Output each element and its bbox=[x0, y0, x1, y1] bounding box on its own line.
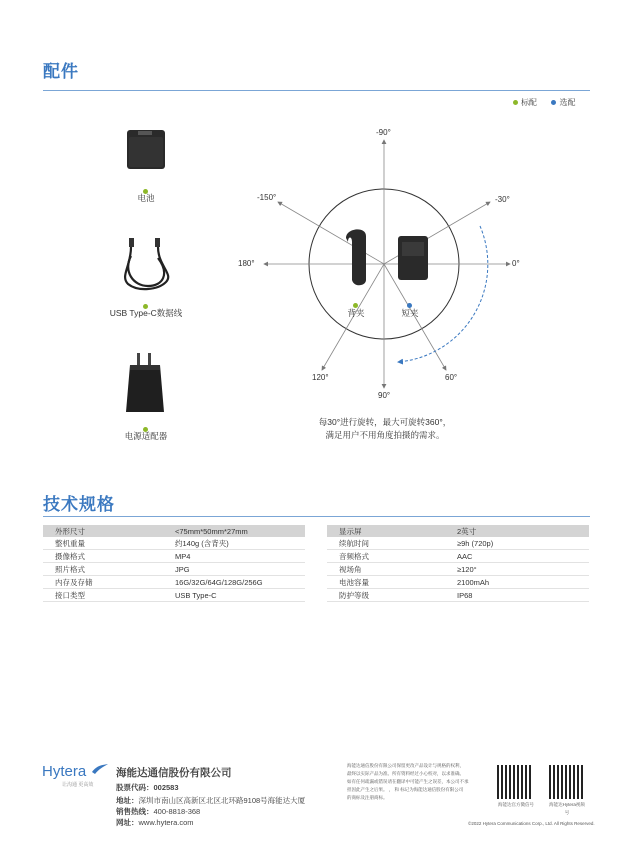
optional-dot bbox=[551, 100, 556, 105]
website bbox=[116, 817, 194, 828]
rotation-note-line-1: 每30°进行旋转，最大可旋转360°， bbox=[318, 417, 452, 427]
legend-standard: 标配 bbox=[521, 98, 537, 107]
table-row bbox=[327, 550, 589, 563]
spec-key: 显示屏 bbox=[327, 525, 457, 537]
address bbox=[116, 795, 305, 806]
angle-180: 180° bbox=[238, 259, 255, 268]
address-value: 深圳市南山区高新区北区北环路9108号海能达大厦 bbox=[138, 796, 306, 805]
legal-line: 如有任何疏漏或错误请在翻译中可能产生之误差，本公司不承 bbox=[347, 779, 469, 784]
spec-value: 约140g (含背夹) bbox=[175, 537, 305, 550]
web-label: 网址： bbox=[116, 818, 139, 827]
spec-key: 内存及存储 bbox=[43, 576, 175, 589]
legal-notice bbox=[347, 762, 487, 802]
spec-value: USB Type-C bbox=[175, 589, 305, 602]
spec-key: 摄像格式 bbox=[43, 550, 175, 563]
table-row bbox=[43, 550, 305, 563]
spec-key: 防护等级 bbox=[327, 589, 457, 602]
usb-cable-label: USB Type-C数据线 bbox=[109, 308, 183, 318]
table-row bbox=[327, 525, 589, 537]
spec-value: 2100mAh bbox=[457, 576, 589, 589]
spec-table-right bbox=[327, 525, 589, 602]
back-clip-label: 背夹 bbox=[347, 308, 365, 318]
legend bbox=[513, 97, 575, 108]
angle-90: 90° bbox=[378, 391, 391, 400]
brand-name: Hytera bbox=[42, 763, 87, 780]
legal-line: 的商标及注册商标。 bbox=[347, 795, 388, 800]
wechat-qr-code bbox=[497, 765, 531, 799]
company-name: 海能达通信股份有限公司 bbox=[116, 767, 232, 779]
table-row bbox=[327, 537, 589, 550]
table-row bbox=[327, 589, 589, 602]
angle-minus-30: -30° bbox=[495, 195, 510, 204]
table-row bbox=[43, 589, 305, 602]
table-row bbox=[43, 525, 305, 537]
spec-key: 视场角 bbox=[327, 563, 457, 576]
spec-value: <75mm*50mm*27mm bbox=[175, 525, 305, 537]
angle-minus-90: -90° bbox=[376, 128, 391, 137]
rotation-note bbox=[290, 416, 480, 442]
spec-key: 接口类型 bbox=[43, 589, 175, 602]
table-row bbox=[43, 563, 305, 576]
angle-60: 60° bbox=[445, 373, 458, 382]
hotline-value: 400-8818-368 bbox=[153, 807, 201, 816]
table-row bbox=[43, 576, 305, 589]
hotline bbox=[116, 806, 200, 817]
stock-label: 股票代码： bbox=[116, 783, 154, 792]
spec-key: 照片格式 bbox=[43, 563, 175, 576]
address-label: 地址： bbox=[116, 796, 139, 805]
spec-value: ≥9h (720p) bbox=[457, 537, 589, 550]
brand-slogan: 让沟通 更高效 bbox=[62, 782, 94, 788]
table-row bbox=[327, 563, 589, 576]
spec-value: IP68 bbox=[457, 589, 589, 602]
accessories-rule bbox=[43, 90, 590, 91]
qr-label-1: 海能达官方微信号 bbox=[498, 802, 534, 807]
standard-dot bbox=[513, 100, 518, 105]
power-adapter-label: 电源适配器 bbox=[124, 431, 168, 441]
specs-title: 技术规格 bbox=[43, 495, 115, 514]
accessories-title: 配件 bbox=[43, 62, 79, 81]
legal-line: 海能达通信股份有限公司保留更改产品设计与规格的权利， bbox=[347, 763, 464, 768]
usb-cable-image bbox=[118, 236, 176, 291]
spec-key: 续航时间 bbox=[327, 537, 457, 550]
spec-value: AAC bbox=[457, 550, 589, 563]
rotation-note-line-2: 满足用户不用角度拍摄的需求。 bbox=[325, 430, 445, 440]
spec-value: MP4 bbox=[175, 550, 305, 563]
angle-120: 120° bbox=[312, 373, 329, 382]
angle-0: 0° bbox=[512, 259, 520, 268]
specs-rule bbox=[43, 516, 590, 517]
stock-code bbox=[116, 782, 179, 793]
legal-line: 担因此产生之后果。 ， 和 标记为海能达通信股份有限公司 bbox=[347, 787, 464, 792]
spec-value: 2英寸 bbox=[457, 525, 589, 537]
angle-minus-150: -150° bbox=[257, 193, 277, 202]
legal-line: 最终以实际产品为准。所有资料经过小心校对，以求准确。 bbox=[347, 771, 464, 776]
copyright: ©2022 Hytera Communications Corp., Ltd. All Rights Reserved. bbox=[468, 821, 595, 826]
spec-value: ≥120° bbox=[457, 563, 589, 576]
table-row bbox=[327, 576, 589, 589]
spec-key: 整机重量 bbox=[43, 537, 175, 550]
spec-table-left bbox=[43, 525, 305, 602]
spec-key: 音频格式 bbox=[327, 550, 457, 563]
stock-value: 002583 bbox=[153, 783, 179, 792]
spec-value: JPG bbox=[175, 563, 305, 576]
spec-value: 16G/32G/64G/128G/256G bbox=[175, 576, 305, 589]
power-adapter-image bbox=[124, 352, 166, 414]
hytera-logo bbox=[42, 763, 109, 788]
spec-key: 电池容量 bbox=[327, 576, 457, 589]
battery-image bbox=[126, 128, 166, 170]
table-row bbox=[43, 537, 305, 550]
qr-label-2: 海能达Hytera视频号 bbox=[549, 802, 585, 815]
hotline-label: 销售热线： bbox=[116, 807, 154, 816]
spec-key: 外形尺寸 bbox=[43, 525, 175, 537]
rotation-diagram bbox=[250, 130, 540, 395]
web-value: www.hytera.com bbox=[138, 818, 194, 827]
battery-label: 电池 bbox=[137, 193, 155, 203]
legend-optional: 选配 bbox=[559, 98, 576, 107]
video-qr-code bbox=[549, 765, 583, 799]
short-clip-label: 短夹 bbox=[401, 308, 419, 318]
